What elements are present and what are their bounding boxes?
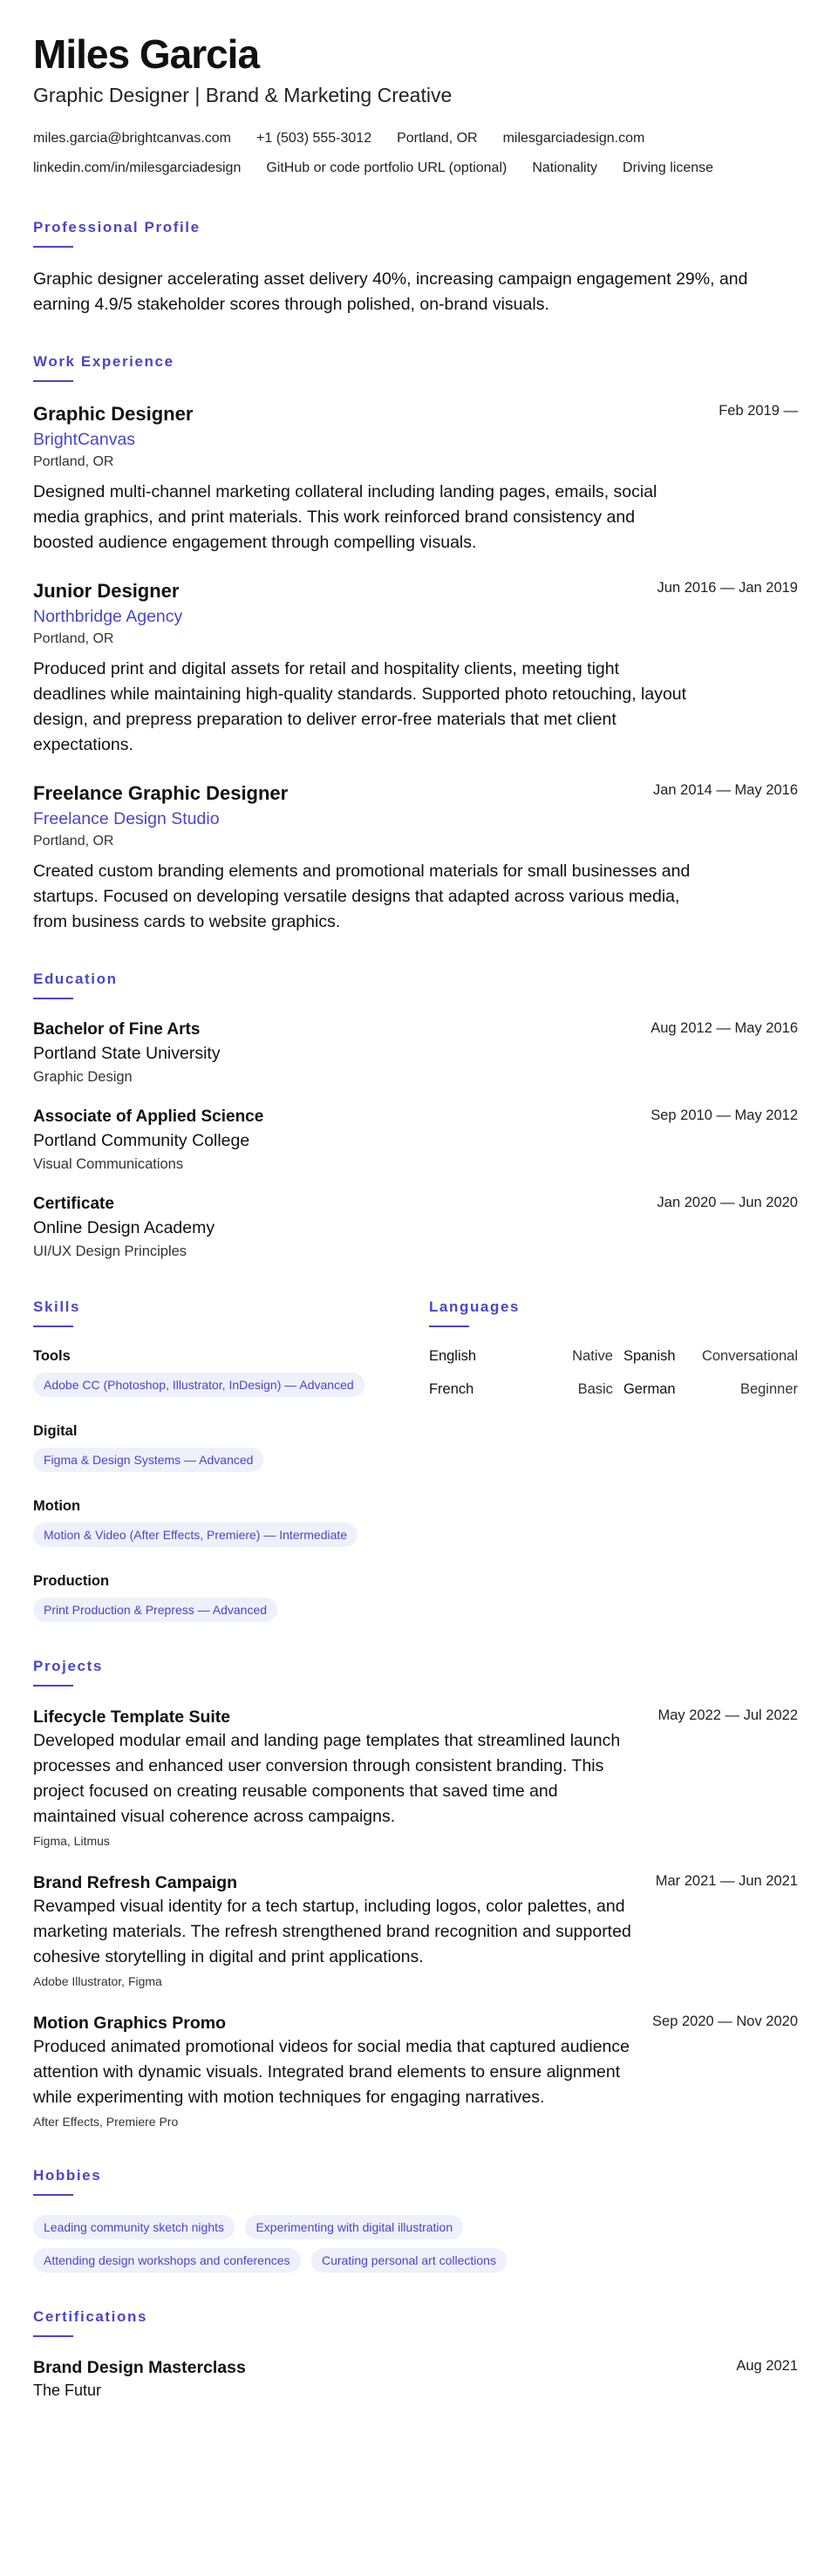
skill-category: Production [33, 1573, 110, 1589]
skills-section [33, 1298, 429, 1622]
section-heading: Skills [33, 1298, 81, 1315]
hobby-chip: Experimenting with digital illustration [245, 2215, 463, 2239]
section-divider [33, 2335, 73, 2337]
job-dates: Feb 2019 — [719, 403, 798, 419]
profile-summary: Graphic designer accelerating asset delivery 40%, increasing campaign engagement 29%, and earning 4.9/5 stakeholder scores through polished, on-brand visuals. [33, 269, 748, 314]
contact-location: Portland, OR [397, 131, 478, 146]
certification-date: Aug 2021 [736, 2358, 798, 2374]
section-divider [33, 246, 73, 248]
job-location: Portland, OR [33, 454, 114, 469]
job-description: Designed multi-channel marketing collateral including landing pages, emails, social media graphics, and print materials. This work reinforced brand consistency and boosted audience engagement through compelling visuals. [33, 482, 657, 552]
section-divider [33, 380, 73, 382]
languages-section [429, 1298, 798, 1622]
hobby-row [33, 2215, 798, 2239]
job-location: Portland, OR [33, 631, 114, 646]
candidate-name: Miles Garcia [33, 31, 260, 77]
project-dates: May 2022 — Jul 2022 [657, 1707, 798, 1723]
section-divider [33, 1325, 73, 1327]
contact-nationality: Nationality [532, 160, 598, 175]
language-row [429, 1346, 798, 1366]
job-entry [33, 578, 798, 758]
skill-chip: Adobe CC (Photoshop, Illustrator, InDesign) — Advanced [33, 1373, 364, 1397]
skill-group [33, 1496, 429, 1547]
section-heading: Languages [428, 1298, 521, 1315]
language-name: French [428, 1381, 474, 1397]
job-description: Created custom branding elements and promotional materials for small businesses and startups. Focused on developing versatile designs that adapted across various media, from business cards to website graphics. [33, 862, 691, 931]
project-dates: Sep 2020 — Nov 2020 [652, 2014, 798, 2029]
section-divider [33, 2194, 73, 2196]
project-title: Brand Refresh Campaign [33, 1873, 238, 1892]
job-title: Graphic Designer [33, 403, 194, 425]
project-dates: Mar 2021 — Jun 2021 [655, 1873, 798, 1889]
language-row [429, 1380, 798, 1399]
skill-chip: Figma & Design Systems — Advanced [33, 1448, 263, 1472]
education-school: Online Design Academy [33, 1218, 215, 1237]
certification-issuer: The Futur [33, 2382, 102, 2399]
section-divider [33, 998, 73, 999]
skill-group [33, 1571, 429, 1622]
skill-chip: Motion & Video (After Effects, Premiere) — Intermediate [33, 1523, 358, 1547]
job-company: Northbridge Agency [33, 607, 183, 626]
project-entry [33, 2012, 798, 2131]
education-entry [33, 1193, 798, 1263]
job-description: Produced print and digital assets for retail and hospitality clients, meeting tight deadlines while maintaining high-quality standards. Supported photo retouching, layout design, and prepress preparation to deliver error-free materials that met client expectations. [33, 659, 687, 754]
hobby-chip: Curating personal art collections [311, 2248, 507, 2273]
education-degree: Bachelor of Fine Arts [33, 1020, 201, 1039]
language-level: Native [572, 1348, 613, 1364]
section-divider [33, 1685, 73, 1687]
contact-website[interactable]: milesgarciadesign.com [502, 131, 645, 146]
projects-section [33, 1657, 798, 2131]
education-dates: Sep 2010 — May 2012 [650, 1107, 798, 1123]
job-dates: Jun 2016 — Jan 2019 [657, 580, 798, 596]
contact-linkedin[interactable]: linkedin.com/in/milesgarciadesign [33, 160, 242, 175]
skills-languages-row [33, 1298, 798, 1622]
certification-entry [33, 2356, 798, 2402]
language-level: Basic [577, 1381, 613, 1397]
section-heading: Certifications [33, 2308, 148, 2325]
skill-category: Tools [33, 1348, 71, 1364]
language-name: English [428, 1348, 477, 1364]
skill-chip: Print Production & Prepress — Advanced [33, 1598, 277, 1622]
section-heading: Hobbies [33, 2167, 102, 2184]
hobby-row [33, 2248, 798, 2273]
project-tech: After Effects, Premiere Pro [33, 2115, 179, 2129]
education-school: Portland Community College [33, 1131, 250, 1150]
project-tech: Adobe Illustrator, Figma [33, 1974, 162, 1988]
job-title: Junior Designer [33, 580, 180, 602]
education-school: Portland State University [33, 1044, 221, 1063]
experience-section [33, 352, 798, 935]
section-heading: Education [33, 971, 118, 987]
education-section [33, 970, 798, 1263]
language-level: Conversational [701, 1348, 798, 1364]
project-entry [33, 1706, 798, 1850]
project-description: Produced animated promotional videos for social media that captured audience attention with dynamic visuals. Integrated brand elements to ensure alignment while experimenting with motion techniques for engaging narratives. [33, 2037, 630, 2107]
project-description: Developed modular email and landing page templates that streamlined launch processes and enhanced user conversion through consistent branding. This project focused on creating reusable components that saved time and maintained visual coherence across campaigns. [33, 1731, 621, 1826]
language-name: Spanish [623, 1348, 676, 1364]
project-entry [33, 1871, 798, 1991]
skill-group [33, 1421, 429, 1472]
education-entry [33, 1019, 798, 1088]
education-field: Visual Communications [33, 1156, 184, 1172]
education-entry [33, 1106, 798, 1176]
education-field: UI/UX Design Principles [33, 1244, 187, 1259]
project-title: Lifecycle Template Suite [33, 1707, 231, 1727]
job-entry [33, 780, 798, 935]
education-degree: Certificate [33, 1195, 114, 1213]
contact-list [33, 124, 798, 183]
project-description: Revamped visual identity for a tech startup, including logos, color palettes, and marketing materials. The refresh strengthened brand recognition and supported cohesive storytelling in digital and print applications. [33, 1897, 631, 1966]
certifications-section [33, 2307, 798, 2402]
education-field: Graphic Design [33, 1069, 133, 1085]
education-degree: Associate of Applied Science [33, 1107, 264, 1126]
job-location: Portland, OR [33, 834, 114, 848]
job-title: Freelance Graphic Designer [33, 782, 289, 804]
project-title: Motion Graphics Promo [33, 2014, 227, 2033]
language-level: Beginner [739, 1381, 798, 1397]
skill-group [33, 1346, 429, 1397]
contact-driving-license: Driving license [623, 160, 714, 175]
job-entry [33, 401, 798, 555]
contact-email[interactable]: miles.garcia@brightcanvas.com [33, 131, 231, 146]
candidate-title: Graphic Designer | Brand & Marketing Creative [33, 84, 453, 106]
contact-github: GitHub or code portfolio URL (optional) [266, 160, 507, 175]
section-heading: Professional Profile [33, 219, 201, 235]
hobby-chip: Leading community sketch nights [33, 2215, 235, 2239]
certification-name: Brand Design Masterclass [33, 2358, 246, 2377]
education-dates: Aug 2012 — May 2016 [650, 1020, 798, 1036]
contact-phone[interactable]: +1 (503) 555-3012 [256, 131, 372, 146]
skill-category: Motion [33, 1498, 81, 1514]
hobby-chip: Attending design workshops and conferences [33, 2248, 301, 2273]
education-dates: Jan 2020 — Jun 2020 [657, 1195, 798, 1210]
job-dates: Jan 2014 — May 2016 [652, 782, 798, 798]
section-divider [429, 1325, 469, 1327]
hobbies-section [33, 2166, 798, 2273]
skill-category: Digital [33, 1423, 78, 1439]
job-company: BrightCanvas [33, 430, 136, 449]
section-heading: Projects [33, 1658, 103, 1674]
section-heading: Work Experience [33, 353, 174, 370]
project-tech: Figma, Litmus [33, 1834, 110, 1848]
profile-section [33, 218, 798, 317]
job-company: Freelance Design Studio [33, 809, 220, 828]
language-name: German [623, 1381, 676, 1397]
